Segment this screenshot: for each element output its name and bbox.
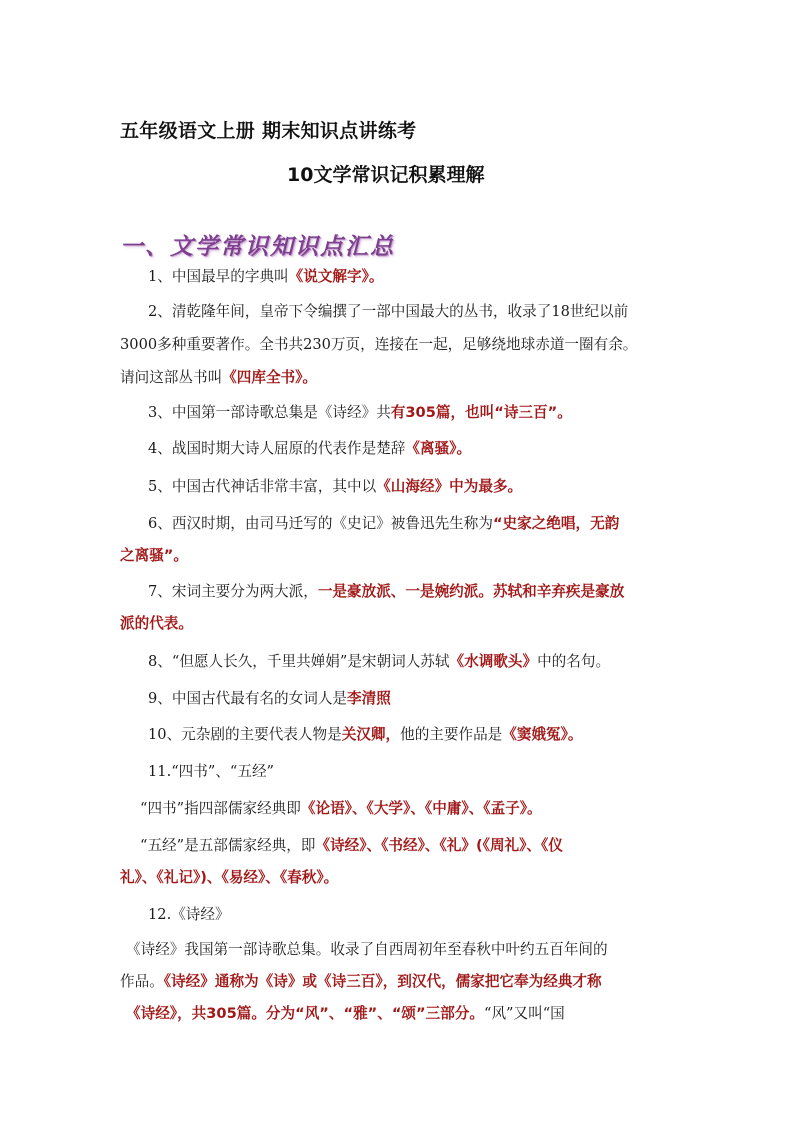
item-text: 10、元杂剧的主要代表人物是: [148, 726, 342, 743]
item-highlight: 《论语》、《大学》、《中庸》、《孟子》。: [300, 800, 542, 817]
item-highlight: 《说文解字》。: [288, 268, 384, 285]
document-title: 五年级语文上册 期末知识点讲练考: [120, 120, 417, 142]
item-highlight: 《水调歌头》: [449, 653, 538, 670]
list-item-11-sishu: [140, 797, 542, 818]
list-item-3: [148, 401, 572, 422]
item-highlight: “史家之绝唱，无韵: [492, 515, 620, 532]
list-item-10: [148, 723, 583, 744]
item-highlight: 之离骚”。: [120, 547, 188, 564]
item-text: 作品。: [120, 973, 164, 990]
item-text: 4、战国时期大诗人屈原的代表作是楚辞: [148, 440, 406, 457]
list-item-2-line1: 2、清乾隆年间，皇帝下令编撰了一部中国最大的丛书，收录了18世纪以前: [148, 303, 629, 320]
item-highlight: 有305篇，也叫“诗三百”。: [390, 404, 572, 421]
list-item-6-line2: [120, 544, 188, 565]
list-item-7-line1: [148, 580, 624, 601]
list-item-11-wujing-line1: [140, 834, 563, 855]
list-item-12-line1: 《诗经》我国第一部诗歌总集。收录了自西周初年至春秋中叶约五百年间的: [126, 941, 608, 958]
item-text: 6、西汉时期，由司马迁写的《史记》被鲁迅先生称为: [148, 515, 493, 532]
list-item-12-heading: 12.《诗经》: [148, 906, 230, 923]
item-highlight: 李清照: [347, 690, 391, 707]
item-highlight: 《诗经》、《书经》、《礼》(《周礼》、《仪: [315, 837, 563, 854]
item-text: 7、宋词主要分为两大派，: [148, 583, 318, 600]
item-text: 1、中国最早的字典叫: [148, 268, 289, 285]
item-text: 9、中国古代最有名的女词人是: [148, 690, 348, 707]
item-highlight: 《山海经》中为最多。: [376, 478, 523, 495]
item-highlight: 一是豪放派、一是婉约派。苏轼和辛弃疾是豪放: [317, 583, 625, 600]
item-text: “五经”是五部儒家经典，即: [140, 837, 316, 854]
list-item-8: [148, 650, 610, 671]
item-text: 8、“但愿人长久，千里共婵娟”是宋朝词人苏轼: [148, 653, 450, 670]
item-highlight: 《诗经》通称为《诗》或《诗三百》，到汉代，儒家把它奉为经典才称: [163, 973, 602, 990]
item-highlight: 《离骚》。: [405, 440, 472, 457]
item-highlight: 《窦娥冤》。: [502, 726, 583, 743]
item-highlight: 礼》、《礼记》)、《易经》、《春秋》。: [120, 869, 339, 886]
list-item-5: [148, 475, 522, 496]
list-item-9: [148, 687, 391, 708]
list-item-2-line3: [120, 366, 317, 387]
list-item-11-wujing-line2: [120, 866, 338, 887]
list-item-12-line3: [126, 1002, 565, 1023]
item-text: 他的主要作品是: [400, 726, 503, 743]
item-text: 5、中国古代神话非常丰富，其中以: [148, 478, 377, 495]
item-highlight: 《诗经》，共305篇。分为“风”、“雅”、“颂”三部分。: [126, 1005, 484, 1022]
item-text: 中的名句。: [537, 653, 611, 670]
item-highlight: 《四库全书》。: [222, 369, 318, 386]
item-text: 3、中国第一部诗歌总集是《诗经》共: [148, 404, 391, 421]
list-item-1: [148, 265, 384, 286]
item-text: “风”又叫“国: [484, 1005, 565, 1022]
section-heading: 一、文学常识知识点汇总: [120, 233, 395, 260]
list-item-4: [148, 437, 471, 458]
list-item-6-line1: [148, 512, 619, 533]
list-item-11-heading: 11.“四书”、“五经”: [148, 763, 275, 780]
list-item-7-line2: [120, 612, 193, 633]
item-text: 请问这部丛书叫: [120, 369, 223, 386]
list-item-2-line2: 3000多种重要著作。全书共230万页，连接在一起，足够绕地球赤道一圈有余。: [120, 336, 638, 353]
document-subtitle: 10文学常识记积累理解: [287, 164, 485, 186]
item-text: “四书”指四部儒家经典即: [140, 800, 301, 817]
list-item-12-line2: [120, 970, 602, 991]
item-highlight: 关汉卿，: [341, 726, 401, 743]
item-highlight: 派的代表。: [120, 615, 193, 632]
